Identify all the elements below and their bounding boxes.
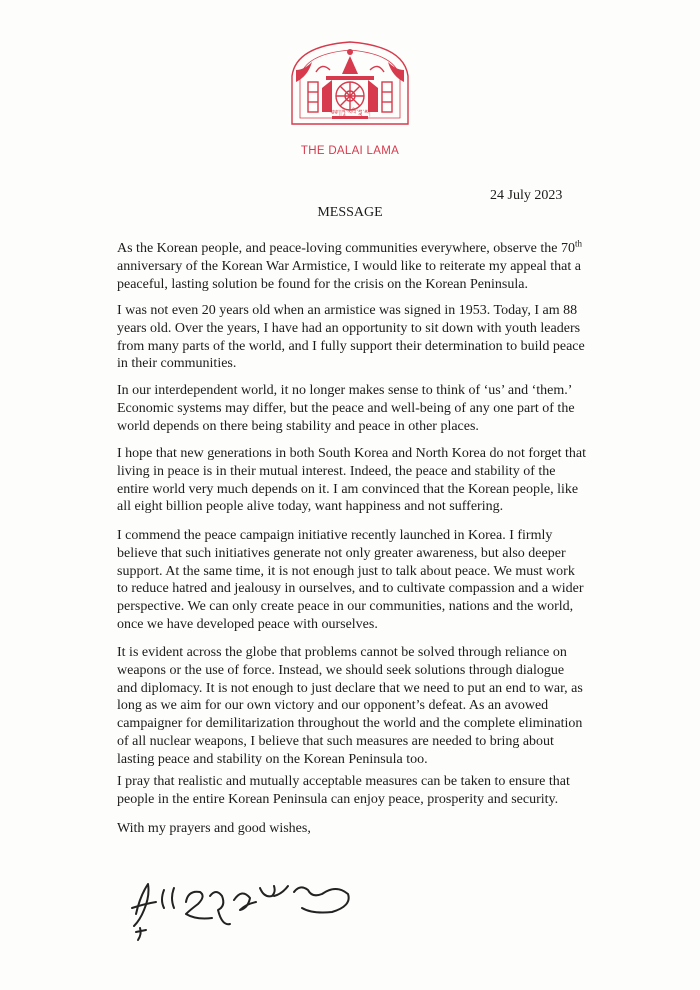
seal-inscription: ༄༅།།ཏཱ་ལའི་བླ་མ། bbox=[329, 109, 371, 116]
paragraph-5: I commend the peace campaign initiative recently launched in Korea. I firmly believe that such initiatives generate not only greater awareness, but also deeper support. At the same time, it is not enough just to talk about peace. We must work to reduce hatred and jealousy in ourselves, and to cultivate compassion and a wider perspective. We can only create peace in our communities, nations and the world, once we have developed peace with ourselves. bbox=[117, 528, 584, 632]
letter-date: 24 July 2023 bbox=[490, 188, 563, 203]
paragraph-1-text-b: anniversary of the Korean War Armistice, I would like to reiterate my appeal that a peaceful, lasting solution be found for the crisis on the Korean Peninsula. bbox=[117, 258, 581, 292]
letterhead-office-name: THE DALAI LAMA bbox=[300, 145, 400, 157]
paragraph-7: I pray that realistic and mutually acceptable measures can be taken to ensure that people in the entire Korean Peninsula can enjoy peace, prosperity and security. bbox=[117, 774, 570, 807]
message-title: MESSAGE bbox=[317, 205, 383, 220]
paragraph-3: In our interdependent world, it no longer makes sense to think of ‘us’ and ‘them.’ Economic systems may differ, but the peace and well-being of any one part of the world depends on there being stability and peace in other places. bbox=[117, 383, 575, 434]
ordinal-suffix: th bbox=[574, 238, 582, 249]
paragraph-4: I hope that new generations in both South Korea and North Korea do not forget that living in peace is in their mutual interest. Indeed, the peace and stability of the entire world very much depends on it. I am convinced that the Korean people, like all eight billion people alive today, want happiness and not suffering. bbox=[117, 446, 587, 515]
handwritten-signature-icon bbox=[126, 866, 362, 946]
paragraph-2: I was not even 20 years old when an armistice was signed in 1953. Today, I am 88 years old. Over the years, I have had an opportunity to sit down with youth leaders from many parts of the world, and I fully support their determination to build peace in their communities. bbox=[117, 303, 585, 372]
paragraph-6: It is evident across the globe that problems cannot be solved through reliance on weapons or the use of force. Instead, we should seek solutions through dialogue and diplomacy. It is not enough to just declare that we need to put an end to war, as long as we aim for our own victory and our opponent’s defeat. As an avowed campaigner for demilitarization throughout the world and the complete elimination of all nuclear weapons, I believe that such measures are needed to bring about lasting peace and stability on the Korean Peninsula too. bbox=[117, 645, 583, 767]
paragraph-1-text-a: As the Korean people, and peace-loving communities everywhere, observe the 70 bbox=[117, 241, 575, 256]
closing-line: With my prayers and good wishes, bbox=[117, 821, 311, 836]
paragraph-1 bbox=[117, 240, 587, 293]
